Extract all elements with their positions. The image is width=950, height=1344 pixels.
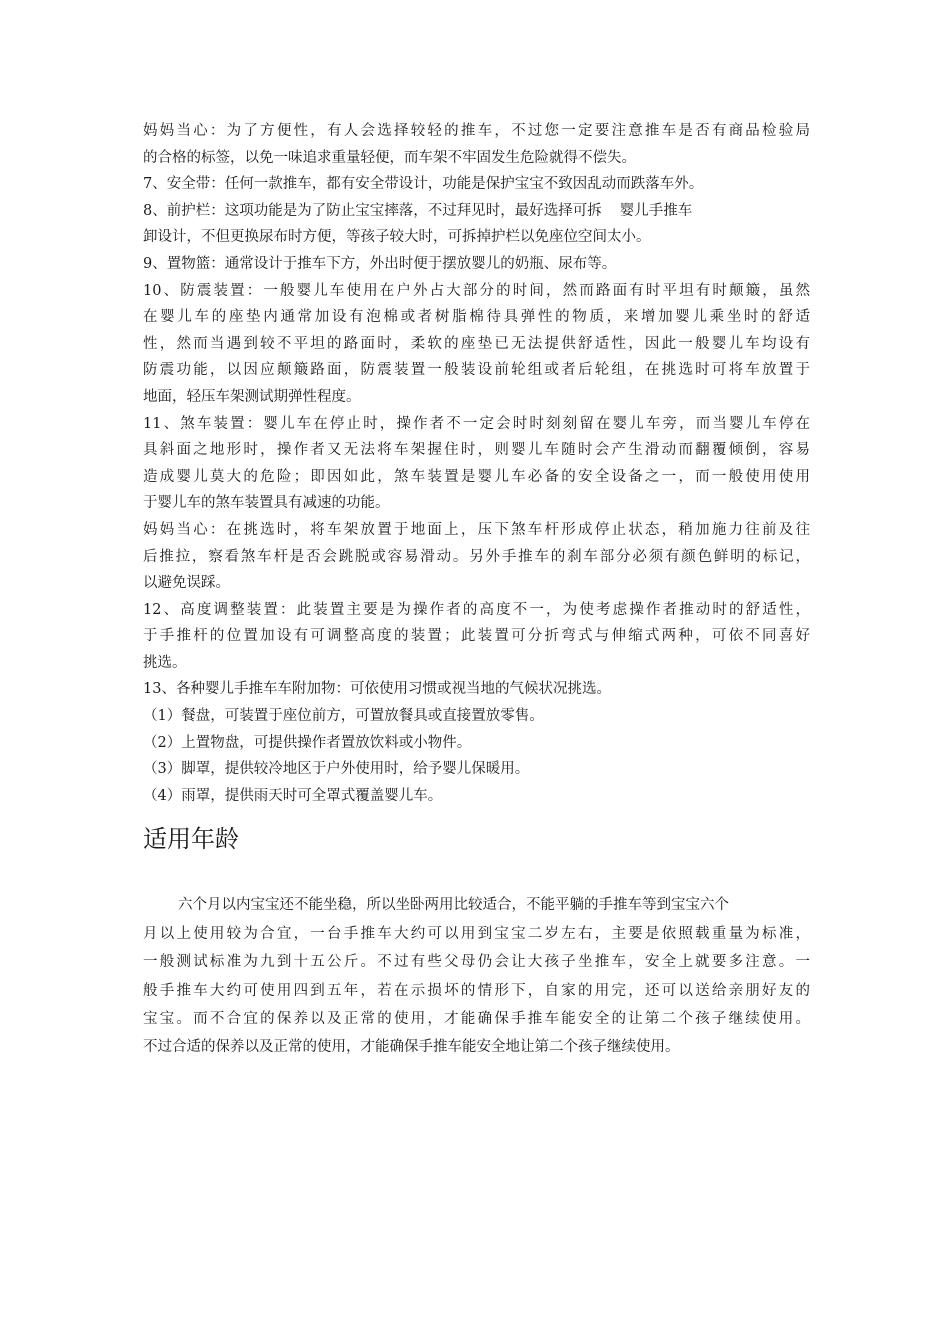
section-heading: 适用年龄 xyxy=(143,825,239,854)
paragraph-line: 防震功能，以因应颠簸路面，防震装置一般装设前轮组或者后轮组，在挑选时可将车放置于 xyxy=(143,362,810,379)
paragraph-line: 性，然而当遇到较不平坦的路面时，柔软的座垫已无法提供舒适性，因此一般婴儿车均设有 xyxy=(143,335,810,352)
paragraph-line: 11、煞车装置：婴儿车在停止时，操作者不一定会时时刻刻留在婴儿车旁，而当婴儿车停在 xyxy=(143,415,810,432)
paragraph-line: 不过合适的保养以及正常的使用，才能确保手推车能安全地让第二个孩子继续使用。 xyxy=(143,1039,680,1056)
paragraph-line: 的合格的标签，以免一味追求重量轻便，而车架不牢固发生危险就得不偿失。 xyxy=(143,149,636,166)
paragraph-line: 后推拉，察看煞车杆是否会跳脱或容易滑动。另外手推车的刹车部分必须有颜色鲜明的标记， xyxy=(143,548,810,565)
paragraph-line: 造成婴儿莫大的危险；即因如此，煞车装置是婴儿车必备的安全设备之一，而一般使用使用 xyxy=(143,468,810,485)
paragraph-line: 13、各种婴儿手推车车附加物：可依使用习惯或视当地的气候状况挑选。 xyxy=(143,681,611,698)
paragraph-line: 12、高度调整装置：此装置主要是为操作者的高度不一，为使考虑操作者推动时的舒适性， xyxy=(143,601,810,618)
paragraph-line: 于手推杆的位置加设有可调整高度的装置；此装置可分折弯式与伸缩式两种，可依不同喜好 xyxy=(143,628,810,645)
paragraph-line: 挑选。 xyxy=(143,654,187,671)
line-segment: 8、前护栏：这项功能是为了防止宝宝摔落，不过拜见时，最好选择可拆 xyxy=(143,202,602,219)
paragraph-line: 卸设计，不但更换尿布时方便，等孩子较大时，可拆掉护栏以免座位空间太小。 xyxy=(143,229,651,246)
paragraph-line: 一般测试标准为九到十五公斤。不过有些父母仍会让大孩子坐推车，安全上就要多注意。一 xyxy=(143,954,810,971)
list-item: （3）脚罩，提供较冷地区于户外使用时，给予婴儿保暖用。 xyxy=(143,761,530,778)
paragraph-line: 具斜面之地形时，操作者又无法将车架握住时，则婴儿车随时会产生滑动而翻覆倾倒，容易 xyxy=(143,442,810,459)
paragraph-line: 六个月以内宝宝还不能坐稳，所以坐卧两用比较适合，不能平躺的手推车等到宝宝六个 xyxy=(178,897,729,914)
paragraph-line: 般手推车大约可使用四到五年，若在示损坏的情形下，自家的用完，还可以送给亲朋好友的 xyxy=(143,982,810,999)
paragraph-line: 9、置物篮：通常设计于推车下方，外出时便于摆放婴儿的奶瓶、尿布等。 xyxy=(143,255,617,272)
paragraph-line: 以避免误踩。 xyxy=(143,575,230,592)
inline-caption: 婴儿手推车 xyxy=(619,202,693,219)
paragraph-line xyxy=(143,198,810,225)
paragraph-line: 月以上使用较为合宜，一台手推车大约可以用到宝宝二岁左右，主要是依照载重量为标准， xyxy=(143,925,810,942)
list-item: （1）餐盘，可装置于座位前方，可置放餐具或直接置放零售。 xyxy=(143,708,544,725)
document-page xyxy=(143,118,810,1062)
suitable-age-text xyxy=(143,891,810,1061)
paragraph-line: 妈妈当心：为了方便性，有人会选择较轻的推车，不过您一定要注意推车是否有商品检验局 xyxy=(143,123,810,139)
paragraph-line: 妈妈当心：在挑选时，将车架放置于地面上，压下煞车杆形成停止状态，稍加施力往前及往 xyxy=(143,521,810,538)
paragraph-line: 宝宝。而不合宜的保养以及正常的使用，才能确保手推车能安全的让第二个孩子继续使用。 xyxy=(143,1011,810,1027)
paragraph-line: 地面，轻压车架测试期弹性程度。 xyxy=(143,388,361,405)
paragraph-line: 10、防震装置：一般婴儿车使用在户外占大部分的时间，然而路面有时平坦有时颠簸，虽然 xyxy=(143,282,810,299)
paragraph-line: 7、安全带：任何一款推车，都有安全带设计，功能是保护宝宝不致因乱动而跌落车外。 xyxy=(143,176,704,193)
stroller-features-text xyxy=(143,118,810,809)
list-item: （2）上置物盘，可提供操作者置放饮料或小物件。 xyxy=(143,734,472,751)
paragraph-line: 在婴儿车的座垫内通常加设有泡棉或者树脂棉待具弹性的物质，来增加婴儿乘坐时的舒适 xyxy=(143,309,810,326)
paragraph-line: 于婴儿车的煞车装置具有减速的功能。 xyxy=(143,495,390,512)
list-item: （4）雨罩，提供雨天时可全罩式覆盖婴儿车。 xyxy=(143,787,443,804)
